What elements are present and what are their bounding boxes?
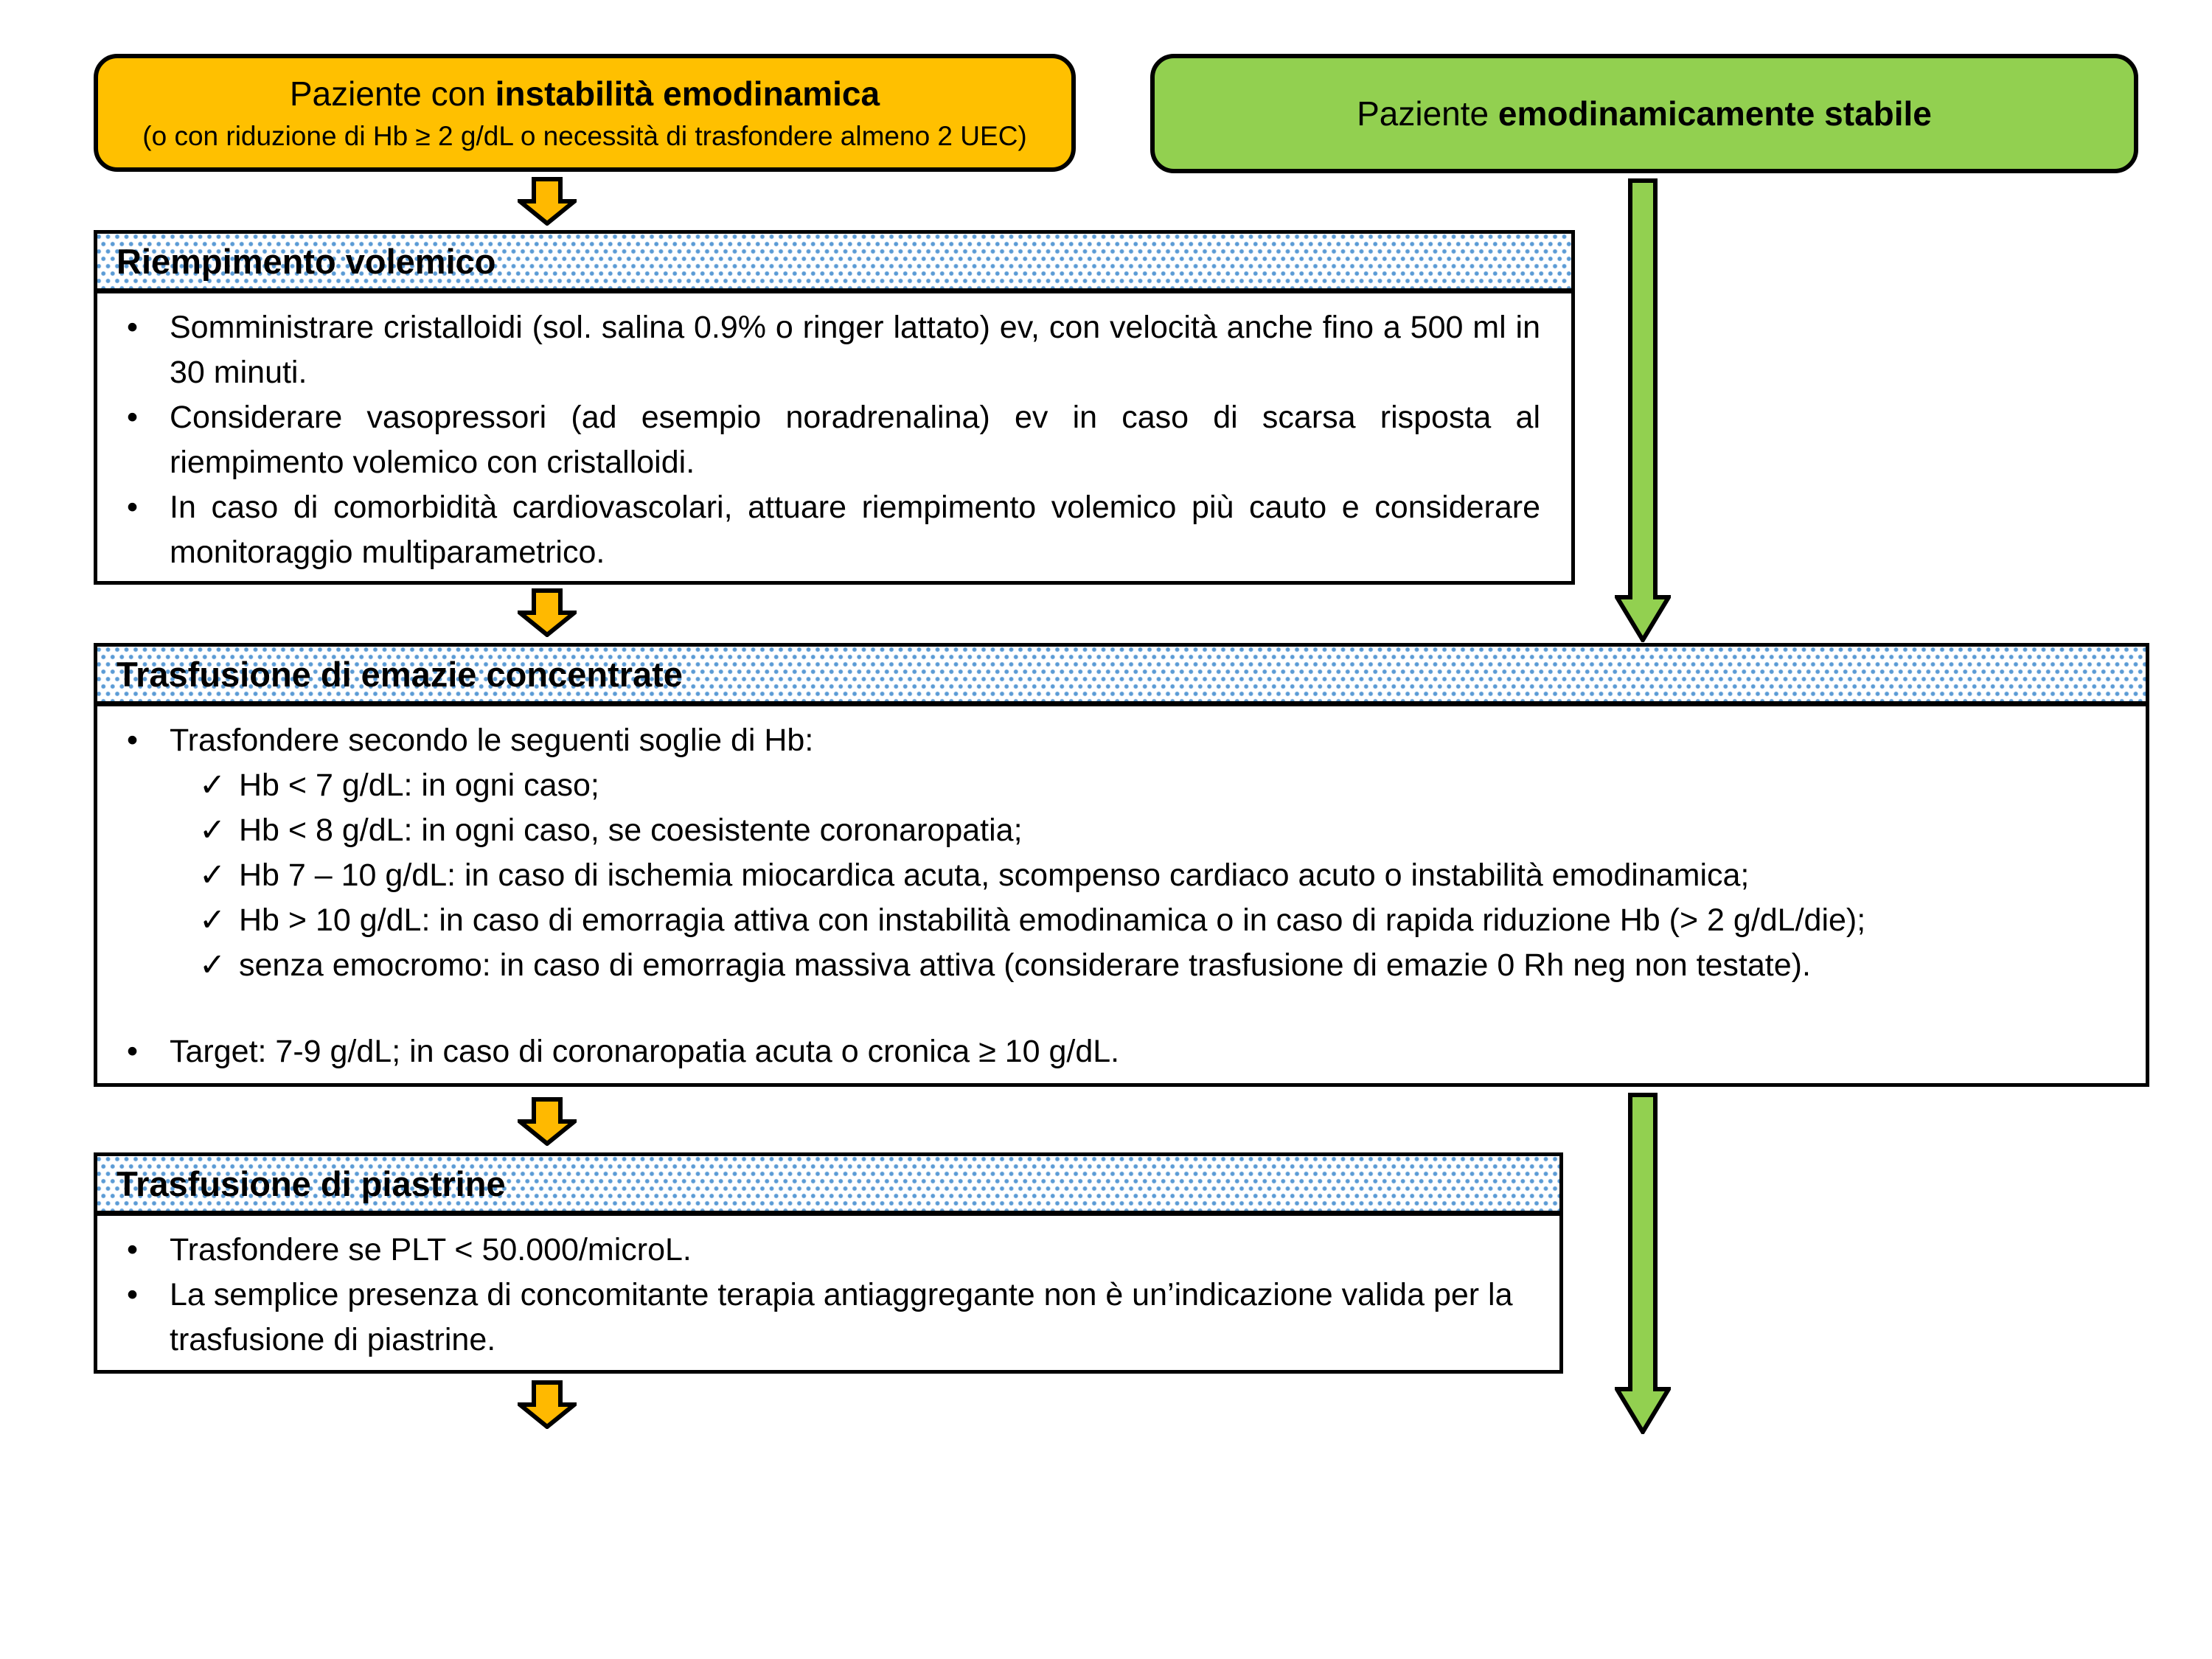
check-list-item (97, 763, 2115, 808)
down-arrow-icon (518, 1380, 577, 1429)
section-trasfusione-piastrine-header (97, 1156, 1559, 1216)
node-unstable-subtitle: (o con riduzione di Hb ≥ 2 g/dL o necessità di trasfondere almeno 2 UEC) (142, 121, 1027, 151)
node-stable-title-bold: emodinamicamente stabile (1498, 94, 1932, 133)
down-arrow-icon (518, 1097, 577, 1146)
long-down-arrow-icon (1615, 178, 1671, 642)
list-item (97, 1228, 1528, 1273)
check-list-item (97, 898, 2115, 943)
section-title: Trasfusione di emazie concentrate (116, 654, 683, 694)
flow-arrow-emazie-to-piastrine (518, 1097, 577, 1146)
checkmark-icon: ✓ (199, 768, 226, 803)
bullet-marker: • (127, 1034, 139, 1069)
check-list-item (97, 943, 2115, 988)
section-riempimento-volemico-body (97, 293, 1571, 575)
flow-arrow-unstable-to-volemico (518, 177, 577, 226)
check-item-text: Hb > 10 g/dL: in caso di emorragia attiva con instabilità emodinamica o in caso di rapida riduzione Hb (> 2 g/dL/die); (239, 902, 1866, 938)
checkmark-icon: ✓ (199, 947, 226, 983)
node-unstable-patient (94, 54, 1076, 172)
section-trasfusione-emazie-header (97, 647, 2146, 706)
section-title: Trasfusione di piastrine (116, 1164, 506, 1203)
list-item (97, 1029, 2115, 1074)
bullet-marker: • (127, 490, 139, 525)
section-riempimento-volemico-header (97, 234, 1571, 293)
long-down-arrow-icon (1615, 1093, 1671, 1434)
list-item (97, 485, 1540, 575)
check-item-text: senza emocromo: in caso di emorragia massiva attiva (considerare trasfusione di emazie 0 Rh neg non testate). (239, 947, 1811, 983)
section-riempimento-volemico (94, 230, 1575, 585)
list-item-text: Trasfondere se PLT < 50.000/microL. (170, 1232, 692, 1267)
bullet-marker: • (127, 1232, 139, 1267)
node-unstable-title-bold: instabilità emodinamica (495, 74, 880, 113)
section-trasfusione-piastrine (94, 1152, 1563, 1374)
list-item-text: Somministrare cristalloidi (sol. salina 0.9% o ringer lattato) ev, con velocità anche fino a 500 ml in 30 minuti. (170, 310, 1540, 390)
list-item (97, 1273, 1528, 1363)
node-unstable-title (290, 72, 880, 115)
list-item-text: Target: 7-9 g/dL; in caso di coronaropatia acuta o cronica ≥ 10 g/dL. (170, 1034, 1120, 1069)
list-item (97, 395, 1540, 485)
down-arrow-icon (518, 588, 577, 637)
check-item-text: Hb < 7 g/dL: in ogni caso; (239, 768, 599, 803)
list-item (97, 305, 1540, 395)
node-stable-title (1357, 92, 1932, 135)
section-title: Riempimento volemico (116, 241, 496, 281)
down-arrow-icon (518, 177, 577, 226)
checkmark-icon: ✓ (199, 902, 226, 938)
flow-arrow-stable-to-emazie (1615, 178, 1671, 642)
bullet-marker: • (127, 310, 139, 345)
list-item-text: Considerare vasopressori (ad esempio noradrenalina) ev in caso di scarsa risposta al riempimento volemico con cristalloidi. (170, 400, 1540, 480)
list-item-text: Trasfondere secondo le seguenti soglie di Hb: (170, 723, 814, 758)
section-trasfusione-piastrine-body (97, 1216, 1559, 1363)
bullet-marker: • (127, 1277, 139, 1312)
flow-arrow-volemico-to-emazie (518, 588, 577, 637)
node-stable-title-prefix: Paziente (1357, 94, 1498, 133)
check-list-item (97, 853, 2115, 898)
check-item-text: Hb < 8 g/dL: in ogni caso, se coesistente coronaropatia; (239, 813, 1023, 848)
bullet-marker: • (127, 400, 139, 435)
checkmark-icon: ✓ (199, 858, 226, 893)
node-unstable-title-prefix: Paziente con (289, 74, 495, 113)
checkmark-icon: ✓ (199, 813, 226, 848)
check-list-item (97, 808, 2115, 853)
list-item-text: In caso di comorbidità cardiovascolari, attuare riempimento volemico più cauto e considerare monitoraggio multiparametrico. (170, 490, 1540, 570)
section-trasfusione-emazie-body (97, 706, 2146, 1074)
flow-arrow-piastrine-continue (518, 1380, 577, 1429)
node-stable-patient (1150, 54, 2138, 173)
section-trasfusione-emazie (94, 643, 2149, 1087)
list-item-text: La semplice presenza di concomitante terapia antiaggregante non è un’indicazione valida per la trasfusione di piastrine. (170, 1277, 1513, 1357)
check-item-text: Hb 7 – 10 g/dL: in caso di ischemia miocardica acuta, scompenso cardiaco acuto o instabilità emodinamica; (239, 858, 1750, 893)
flow-arrow-stable-continue (1615, 1093, 1671, 1434)
bullet-marker: • (127, 723, 139, 758)
list-item (97, 718, 2115, 763)
